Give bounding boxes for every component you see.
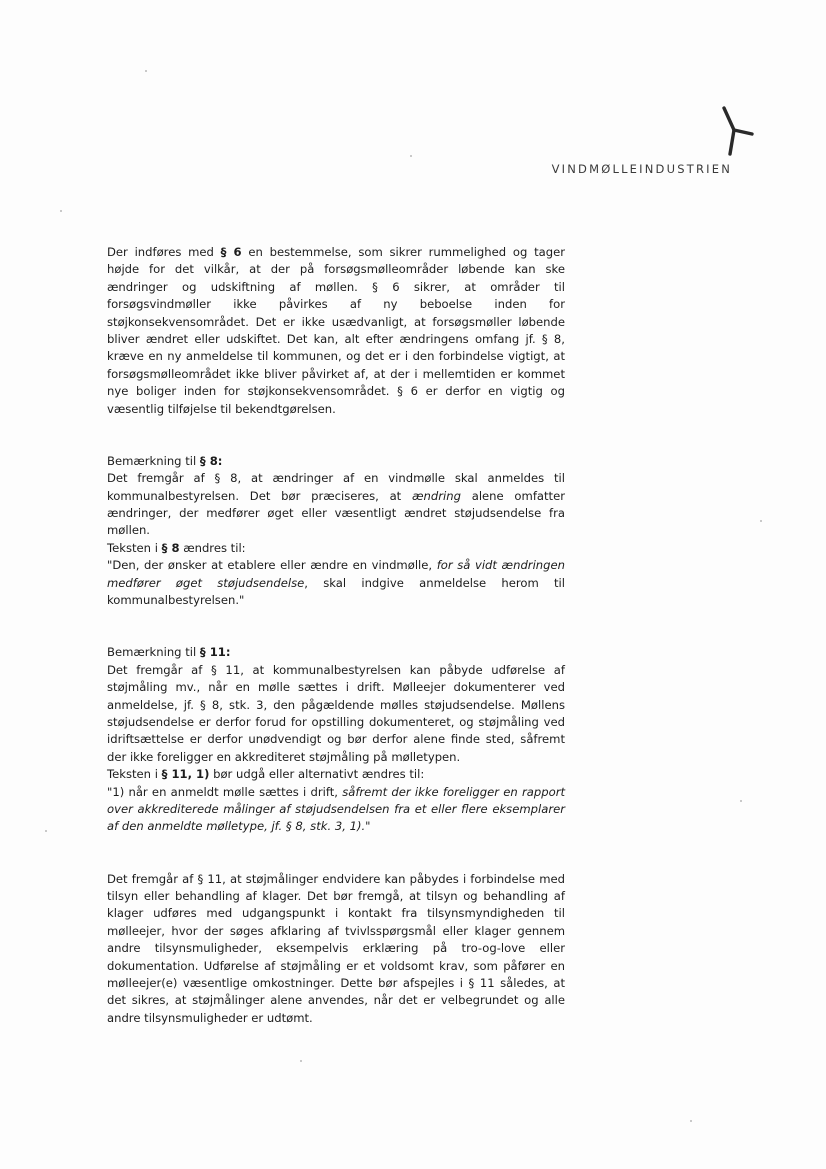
amendment-section: § 8 — [161, 540, 180, 555]
quote-start: "Den, der ønsker at etablere eller ændre en vindmølle, — [107, 558, 437, 573]
amendment-label: Teksten i — [107, 540, 162, 555]
amendment-action: bør udgå eller alternativt ændres til: — [209, 767, 425, 782]
amendment-action: ændres til: — [179, 540, 246, 555]
remark-heading-section: § 11: — [199, 645, 231, 660]
section-ref-6: § 6 — [220, 245, 242, 259]
quote-end: , skal indgive anmeldelse herom til kommunalbestyrelsen." — [107, 575, 565, 608]
amendment-label: Teksten i — [107, 767, 162, 782]
remark-heading-s11 — [107, 644, 565, 661]
amendment-intro-s8 — [107, 540, 565, 557]
remark-body-s11: Det fremgår af § 11, at kommunalbestyrelsen kan påbyde udførelse af støjmåling mv., når en mølle sættes i drift. Mølleejer dokumenterer ved anmeldelse, jf. § 8, stk. 3, den pågældende mølles støjudsendelse. Møllens støjudsendelse er derfor forud for opstilling dokumenteret, og støjmåling ved idriftsættelse er derfor unødvendigt og bør derfor alene finde sted, såfremt der ikke foreligger en akkrediteret støjmåling på mølletypen. — [107, 662, 565, 764]
amendment-intro-s11 — [107, 766, 565, 783]
remark-heading-label: Bemærkning til — [107, 645, 200, 660]
remark-body-emphasis: ændring — [412, 488, 461, 503]
quote-start: "1) når en anmeldt mølle sættes i drift, — [107, 784, 343, 799]
amendment-quote-s8 — [107, 557, 565, 609]
turbine-blades-icon — [712, 104, 760, 160]
intro-text-rest: en bestemmelse, som sikrer rummelighed og tager højde for det vilkår, at der på forsøgsmølleområder løbende kan ske ændringer og udskiftning af møllen. § 6 sikrer, at områder til forsøgsvindmøller ikke påvirkes af ny beboelse inden for støjkonsekvensområdet. Det er ikke usædvanligt, at forsøgsmøller løbende bliver ændret eller udskiftet. Det kan, alt efter ændringens omfang jf. § 8, kræve en ny anmeldelse til kommunen, og det er i den forbindelse vigtigt, at forsøgsmølleområdet ikke bliver påvirket af, at der i mellemtiden er kommet nye boliger inden for støjkonsekvensområdet. § 6 er derfor en vigtig og væsentlig tilføjelse til bekendtgørelsen. — [107, 245, 565, 416]
brand-name: VINDMØLLEINDUSTRIEN — [551, 162, 732, 176]
quote-emphasis: for så vidt ændringen medfører øget støjudsendelse — [107, 558, 565, 590]
remark-heading-section: § 8: — [199, 453, 223, 468]
intro-paragraph — [107, 244, 565, 418]
remark-body-start: Det fremgår af § 8, at ændringer af en vindmølle skal anmeldes til kommunalbestyrelsen. Det bør præciseres, at — [107, 471, 565, 503]
document-body — [107, 244, 565, 1027]
remark-body-end: alene omfatter ændringer, der medfører øget eller væsentligt ændret støjudsendelse fra møllen. — [107, 488, 565, 538]
intro-text-start: Der indføres med — [107, 245, 221, 259]
amendment-quote-s11 — [107, 784, 565, 836]
remark-heading-label: Bemærkning til — [107, 453, 200, 468]
closing-paragraph: Det fremgår af § 11, at støjmålinger endvidere kan påbydes i forbindelse med tilsyn eller behandling af klager. Det bør fremgå, at tilsyn og behandling af klager udføres med udgangspunkt i kontakt fra tilsynsmyndigheden til mølleejer, hvor der søges afklaring af tvivlsspørgsmål eller klager gennem andre tilsynsmuligheder, eksempelvis erklæring på tro-og-love eller dokumentation. Udførelse af støjmåling er et voldsomt krav, som påfører en mølleejer(e) væsentlige omkostninger. Dette bør afspejles i § 11 således, at det sikres, at støjmålinger alene anvendes, når det er velbegrundet og alle andre tilsynsmuligheder er udtømt. — [107, 871, 565, 1025]
amendment-section: § 11, 1) — [161, 767, 210, 782]
quote-end: " — [365, 819, 371, 834]
remark-body-s8 — [107, 470, 565, 540]
remark-heading-s8 — [107, 453, 565, 470]
quote-emphasis: såfremt der ikke foreligger en rapport over akkrediterede målinger af støjudsendelsen fra et eller flere eksemplarer af den anmeldte mølletype, jf. § 8, stk. 3, 1). — [107, 784, 566, 834]
